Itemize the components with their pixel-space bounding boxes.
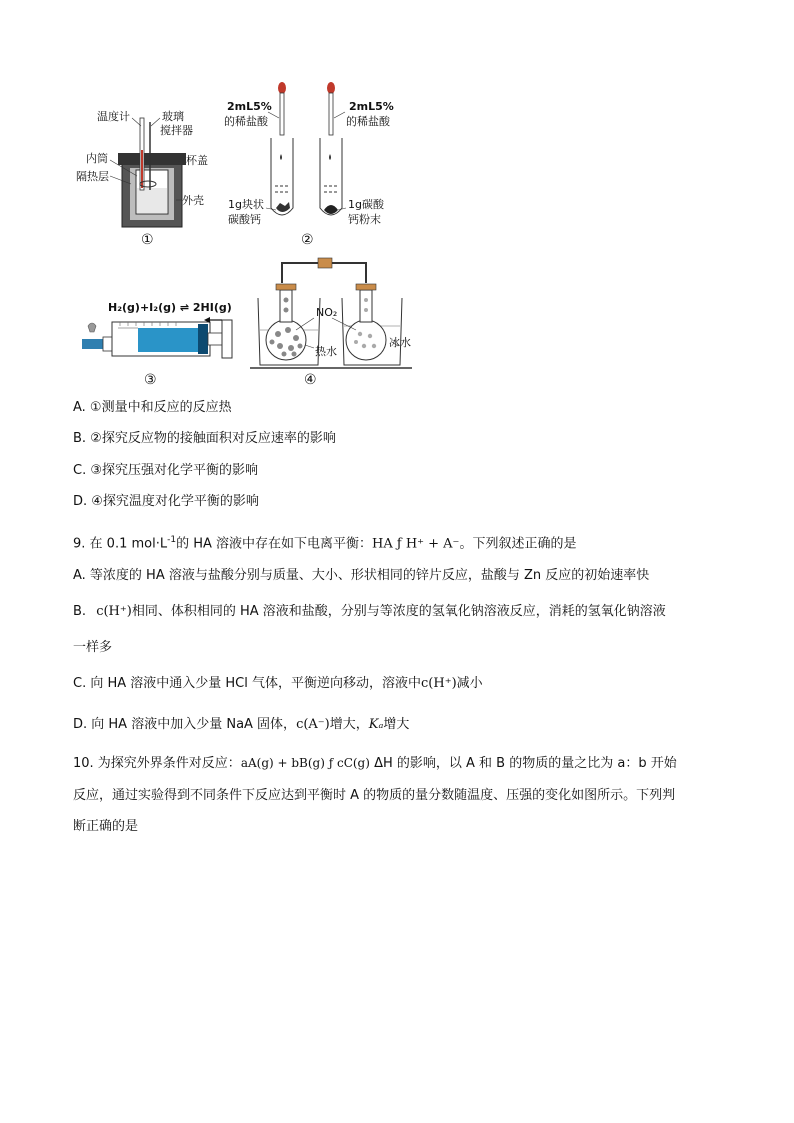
right-solid-label-1: 1g碳酸: [348, 198, 384, 211]
left-solid-label-1: 1g块状: [228, 198, 264, 211]
lid-label: 杯盖: [186, 154, 208, 167]
thermometer-label: 温度计: [97, 110, 130, 123]
figure-4-number: ④: [304, 372, 317, 388]
q9-stem-sup: -1: [167, 535, 177, 545]
q9-option-d-text-3: 增大: [383, 717, 410, 732]
q10-stem-prefix: 10. 为探究外界条件对反应：: [73, 756, 241, 771]
figure-1-number: ①: [141, 232, 154, 248]
q8-option-d: D. ④探究温度对化学平衡的影响: [73, 494, 259, 509]
q9-option-d-text: D. 向 HA 溶液中加入少量 NaA 固体，: [73, 717, 297, 732]
shell-label: 外壳: [182, 194, 204, 207]
q9-equation: HA ƒ H⁺ + A⁻: [372, 536, 460, 552]
q8-option-a: A. ①测量中和反应的反应热: [73, 400, 232, 415]
q9-option-d: [73, 715, 733, 735]
q9-option-c-expr: c(H⁺): [421, 676, 457, 691]
q8-option-c: C. ③探究压强对化学平衡的影响: [73, 463, 258, 478]
syringe-equation: H₂(g)+I₂(g) ⇌ 2HI(g): [108, 301, 232, 314]
q9-stem-mid: 的 HA 溶液中存在如下电离平衡：: [176, 536, 373, 552]
q9-option-b-prefix: B.: [73, 604, 87, 619]
stirrer-label-1: 玻璃: [162, 110, 184, 123]
stirrer-label-2: 搅拌器: [160, 124, 193, 137]
left-solid-label-2: 碳酸钙: [228, 213, 261, 226]
left-acid-label-1: 2mL5%: [227, 100, 272, 113]
right-acid-label-1: 2mL5%: [349, 100, 394, 113]
figure-2-test-tubes: [224, 82, 394, 248]
q9-option-d-expr1: c(A⁻): [296, 717, 330, 732]
q8-option-b: B. ②探究反应物的接触面积对反应速率的影响: [73, 431, 336, 446]
q10-stem-line1: [73, 753, 733, 774]
right-acid-label-2: 的稀盐酸: [346, 115, 390, 128]
q9-option-b-line1: [73, 602, 733, 622]
q10-stem-suffix: ΔH 的影响，以 A 和 B 的物质的量之比为 a：b 开始: [374, 756, 677, 771]
inner-cup-label: 内筒: [86, 152, 108, 165]
q9-option-c-text-2: 减小: [456, 676, 483, 691]
q9-option-c: [73, 674, 733, 694]
figure-3-number: ③: [144, 372, 157, 388]
q10-stem-line2: 反应，通过实验得到不同条件下反应达到平衡时 A 的物质的量分数随温度、压强的变化如图所示。下列判: [73, 788, 676, 803]
no2-label: NO₂: [316, 306, 338, 319]
q9-stem: [73, 530, 733, 554]
ice-water-label: 冰水: [389, 336, 411, 349]
q10-stem-line3: 断正确的是: [73, 819, 139, 834]
q9-option-d-text-2: 增大，: [329, 717, 369, 732]
experiment-figures: [0, 0, 794, 395]
q9-option-c-text: C. 向 HA 溶液中通入少量 HCl 气体，平衡逆向移动，溶液中: [73, 676, 422, 691]
q9-option-b-text: 相同、体积相同的 HA 溶液和盐酸，分别与等浓度的氢氧化钠溶液反应，消耗的氢氧化钠溶液: [131, 604, 666, 619]
hot-water-label: 热水: [315, 345, 337, 358]
figure-3-syringe: [82, 301, 232, 388]
q9-option-d-expr2: Kₐ: [368, 717, 384, 732]
figure-1-calorimeter: [76, 109, 208, 248]
q9-option-b-line2: 一样多: [73, 640, 113, 655]
q9-option-b-expr: c(H⁺): [96, 604, 132, 619]
insulation-label: 隔热层: [76, 170, 109, 183]
figure-2-number: ②: [301, 232, 314, 248]
q9-option-a: A. 等浓度的 HA 溶液与盐酸分别与质量、大小、形状相同的锌片反应，盐酸与 Zn 反应的初始速率快: [73, 568, 650, 583]
q9-stem-prefix: 9. 在 0.1 mol·L: [73, 536, 168, 552]
q9-stem-suffix: 。下列叙述正确的是: [459, 536, 577, 552]
right-solid-label-2: 钙粉末: [348, 213, 381, 226]
figure-4-no2-flasks: [250, 258, 412, 388]
left-acid-label-2: 的稀盐酸: [224, 115, 268, 128]
q10-equation: aA(g) + bB(g) ƒ cC(g): [240, 756, 370, 770]
